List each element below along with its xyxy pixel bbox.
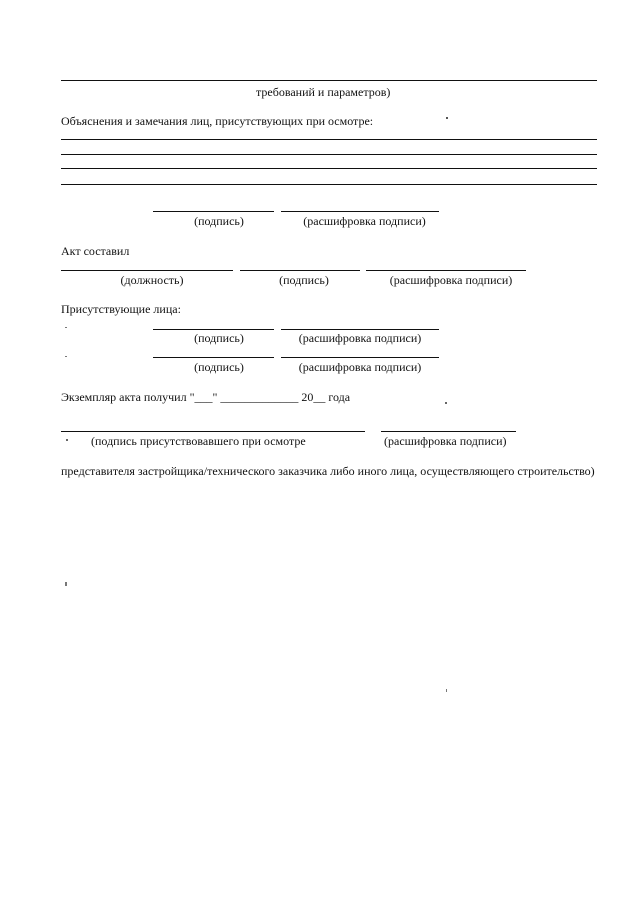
explanations-heading: Объяснения и замечания лиц, присутствующих при осмотре: [61,114,374,128]
representative-text: представителя застройщика/технического заказчика либо иного лица, осуществляющего строительство) [61,464,595,478]
decoding-line [281,211,439,212]
scan-speck [66,439,68,441]
present-persons-label: Присутствующие лица: [61,302,181,316]
scan-speck [446,689,447,692]
decoding-caption: (расшифровка подписи) [298,360,422,374]
receiver-decoding-caption: (расшифровка подписи) [384,434,507,448]
signature-line [240,270,360,271]
receiver-decoding-line [381,431,516,432]
decoding-caption: (расшифровка подписи) [389,273,513,287]
signature-caption: (подпись) [194,214,244,228]
decoding-caption: (расшифровка подписи) [303,214,426,228]
scan-speck [65,327,67,328]
scan-speck [65,582,67,586]
decoding-caption: (расшифровка подписи) [298,331,422,345]
top-caption: требований и параметров) [256,85,391,99]
signature-caption: (подпись) [194,360,244,374]
decoding-line [366,270,526,271]
signature-line [153,211,274,212]
signature-caption: (подпись) [279,273,329,287]
receiver-signature-line [61,431,365,432]
explanation-line [61,139,597,140]
explanation-line [61,154,597,155]
scan-speck [446,117,448,119]
position-line [61,270,233,271]
decoding-line [281,329,439,330]
copy-received-label: Экземпляр акта получил "___" _____________ 20__ года [61,390,351,404]
scan-speck [445,402,447,404]
position-caption: (должность) [120,273,184,287]
decoding-line [281,357,439,358]
explanation-line [61,168,597,169]
signature-line [153,357,274,358]
top-line [61,80,597,81]
receiver-signature-caption: (подпись присутствовавшего при осмотре [91,434,306,448]
scan-speck [65,356,67,357]
explanation-line [61,184,597,185]
act-compiled-label: Акт составил [61,244,130,258]
signature-line [153,329,274,330]
signature-caption: (подпись) [194,331,244,345]
